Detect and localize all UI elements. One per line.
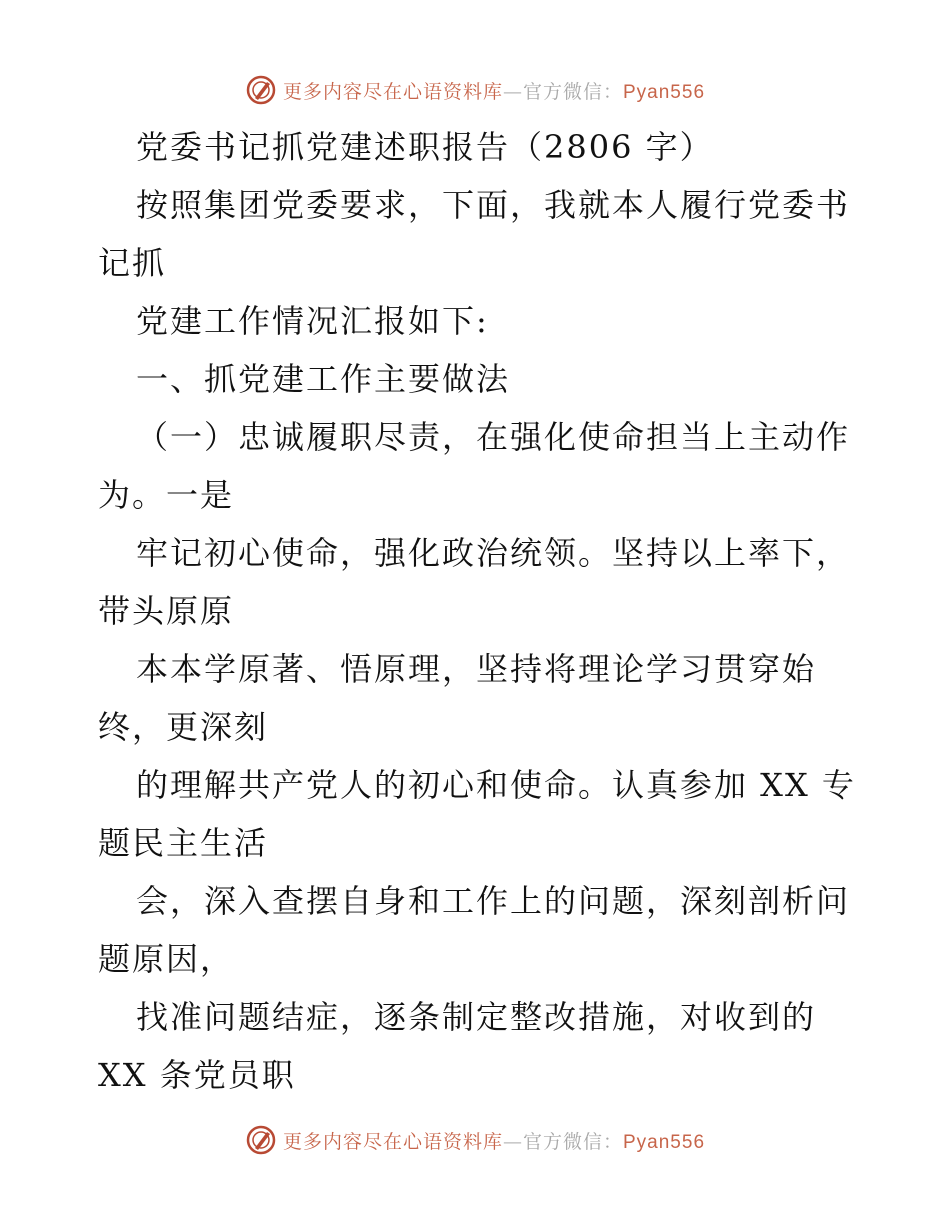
pen-logo-icon [245, 1124, 277, 1156]
watermark-header [0, 70, 950, 110]
watermark-brand: 更多内容尽在心语资料库 [282, 80, 503, 103]
doc-line: 带头原原 [98, 592, 235, 630]
watermark-separator: — [502, 1130, 523, 1153]
doc-line: 题原因， [98, 940, 235, 978]
document-body [98, 118, 858, 1104]
doc-line: XX 条党员职 [98, 1056, 296, 1094]
watermark-separator: — [502, 80, 523, 103]
watermark-wechat: Pyan556 [623, 81, 706, 103]
watermark-text [283, 77, 705, 104]
watermark-official: 官方微信： [522, 1130, 623, 1153]
watermark-wechat: Pyan556 [623, 1131, 706, 1153]
doc-line: 党建工作情况汇报如下: [136, 302, 489, 340]
doc-line: 会，深入查摆自身和工作上的问题，深刻剖析问 [136, 882, 851, 920]
watermark-brand: 更多内容尽在心语资料库 [282, 1130, 503, 1153]
doc-line: （一）忠诚履职尽责，在强化使命担当上主动作 [136, 418, 851, 456]
doc-line: 一、抓党建工作主要做法 [136, 360, 511, 398]
doc-line: 按照集团党委要求，下面，我就本人履行党委书 [136, 186, 851, 224]
watermark-text [283, 1127, 705, 1154]
doc-line: 牢记初心使命，强化政治统领。坚持以上率下， [136, 534, 851, 572]
doc-line: 题民主生活 [98, 824, 269, 862]
watermark-official: 官方微信： [522, 80, 623, 103]
watermark-footer [0, 1120, 950, 1160]
doc-line: 记抓 [98, 244, 167, 282]
doc-line: 终，更深刻 [98, 708, 269, 746]
doc-line: 的理解共产党人的初心和使命。认真参加 XX 专 [136, 766, 856, 804]
doc-line: 为。一是 [98, 476, 235, 514]
doc-line: 本本学原著、悟原理，坚持将理论学习贯穿始 [136, 650, 817, 688]
doc-line: 找准问题结症，逐条制定整改措施，对收到的 [136, 998, 817, 1036]
pen-logo-icon [245, 74, 277, 106]
doc-line: 党委书记抓党建述职报告（2806 字） [136, 128, 714, 166]
